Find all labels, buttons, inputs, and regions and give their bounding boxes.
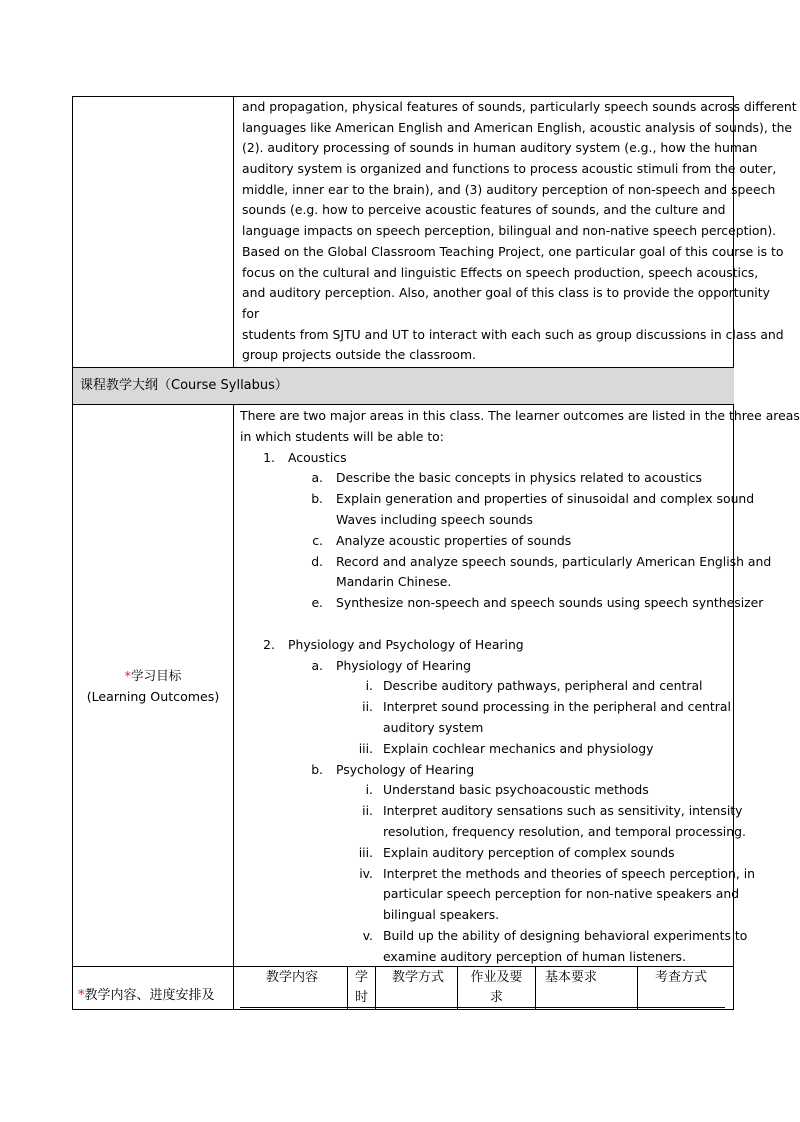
list-item: Mandarin Chinese.	[336, 574, 452, 590]
learning-outcomes-label-cn: 学习目标	[130, 668, 182, 683]
list-item: Analyze acoustic properties of sounds	[336, 532, 572, 548]
description-line: for	[242, 305, 260, 321]
outcomes-intro-line: There are two major areas in this class. The learner outcomes are listed in the three areas	[240, 408, 800, 423]
list-item: Synthesize non-speech and speech sounds using speech synthesizer	[336, 595, 764, 611]
list-item: Record and analyze speech sounds, particularly American English and	[336, 553, 772, 569]
list-item: Explain generation and properties of sinusoidal and complex sound	[336, 491, 755, 507]
learning-outcomes-content	[240, 406, 800, 966]
description-line: students from SJTU and UT to interact with each such as group discussions in class and	[242, 326, 784, 342]
learning-outcomes-label	[73, 665, 233, 707]
list-marker: ii.	[362, 803, 373, 819]
schedule-col-divider	[375, 967, 376, 1009]
schedule-header-hours	[348, 968, 375, 1008]
list-item: Interpret the methods and theories of speech perception, in	[383, 865, 755, 881]
list-marker: e.	[311, 595, 323, 611]
required-asterisk: *	[78, 988, 85, 1003]
description-line: group projects outside the classroom.	[242, 347, 476, 363]
schedule-header-method: 教学方式	[391, 970, 444, 985]
description-line: auditory system is organized and functions to process acoustic stimuli from the outer,	[242, 161, 777, 177]
label-column-divider-middle	[233, 404, 234, 1010]
list-item: Interpret sound processing in the peripheral and central	[383, 699, 731, 715]
list-item: Describe the basic concepts in physics related to acoustics	[336, 470, 702, 486]
schedule-header-homework-line1: 作业及要	[470, 970, 523, 985]
outcome-area-title: Acoustics	[288, 449, 347, 465]
list-marker: iv.	[359, 865, 373, 881]
list-item: auditory system	[383, 720, 484, 735]
description-line: sounds (e.g. how to perceive acoustic features of sounds, and the culture and	[242, 202, 726, 218]
list-item: Explain auditory perception of complex sounds	[383, 844, 675, 860]
list-item: Explain cochlear mechanics and physiology	[383, 740, 654, 756]
list-marker: 1.	[263, 449, 275, 465]
row-divider-syllabus-bottom	[72, 404, 734, 405]
list-marker: c.	[312, 532, 323, 548]
schedule-header-requirement: 基本要求	[544, 970, 597, 985]
list-item: resolution, frequency resolution, and temporal processing.	[383, 824, 746, 839]
list-marker: v.	[362, 928, 373, 943]
outcome-area-title: Physiology and Psychology of Hearing	[288, 636, 524, 652]
list-item: bilingual speakers.	[383, 907, 500, 923]
list-marker: d.	[311, 553, 323, 569]
list-marker: a.	[311, 657, 323, 673]
table-left-border	[72, 96, 73, 1010]
list-marker: b.	[311, 761, 323, 777]
required-asterisk: *	[124, 668, 131, 683]
list-marker: ii.	[362, 699, 373, 715]
list-marker: 2.	[263, 636, 275, 652]
syllabus-header: 课程教学大纲（Course Syllabus）	[80, 378, 288, 393]
description-line: and propagation, physical features of sounds, particularly speech sounds across different	[242, 99, 797, 114]
course-description-text	[242, 97, 797, 366]
list-item: Describe auditory pathways, peripheral and central	[383, 678, 703, 694]
description-line: and auditory perception. Also, another goal of this class is to provide the opportunity	[242, 285, 770, 301]
list-item: Interpret auditory sensations such as sensitivity, intensity	[383, 803, 743, 819]
list-marker: iii.	[358, 740, 373, 756]
label-column-divider-top	[233, 96, 234, 368]
learning-outcomes-label-en: (Learning Outcomes)	[86, 689, 220, 704]
description-line: language impacts on speech perception, bilingual and non-native speech perception).	[242, 223, 777, 239]
table-bottom-border	[72, 1009, 734, 1010]
outcome-subarea-title: Psychology of Hearing	[336, 761, 475, 777]
schedule-header-hours-line1: 学	[354, 970, 368, 985]
description-line: Based on the Global Classroom Teaching Project, one particular goal of this course is to	[242, 243, 784, 259]
schedule-label	[78, 984, 215, 1003]
schedule-header-homework	[458, 968, 535, 1008]
list-item: Understand basic psychoacoustic methods	[383, 782, 649, 798]
outcome-subarea-title: Physiology of Hearing	[336, 657, 471, 673]
outcomes-intro-line: in which students will be able to:	[240, 428, 444, 444]
list-item: Build up the ability of designing behavioral experiments to	[383, 928, 748, 943]
list-item: examine auditory perception of human listeners.	[383, 948, 686, 964]
schedule-header-assessment: 考查方式	[654, 970, 707, 985]
schedule-label-text: 教学内容、进度安排及	[84, 988, 215, 1003]
list-marker: a.	[311, 470, 323, 486]
list-marker: b.	[311, 491, 323, 507]
list-marker: i.	[365, 678, 373, 694]
list-item: particular speech perception for non-native speakers and	[383, 886, 740, 902]
description-line: (2). auditory processing of sounds in human auditory system (e.g., how the human	[242, 140, 758, 156]
schedule-header-homework-line2: 求	[489, 990, 503, 1005]
description-line: languages like American English and American English, acoustic analysis of sounds), the	[242, 119, 793, 135]
list-marker: iii.	[358, 844, 373, 860]
schedule-header-hours-line2: 时	[354, 990, 368, 1005]
schedule-header-content: 教学内容	[265, 970, 318, 985]
schedule-col-divider	[637, 967, 638, 1009]
description-line: focus on the cultural and linguistic Effects on speech production, speech acoustics,	[242, 264, 759, 280]
list-marker: i.	[365, 782, 373, 798]
list-item: Waves including speech sounds	[336, 512, 534, 527]
description-line: middle, inner ear to the brain), and (3) auditory perception of non-speech and speech	[242, 181, 776, 197]
